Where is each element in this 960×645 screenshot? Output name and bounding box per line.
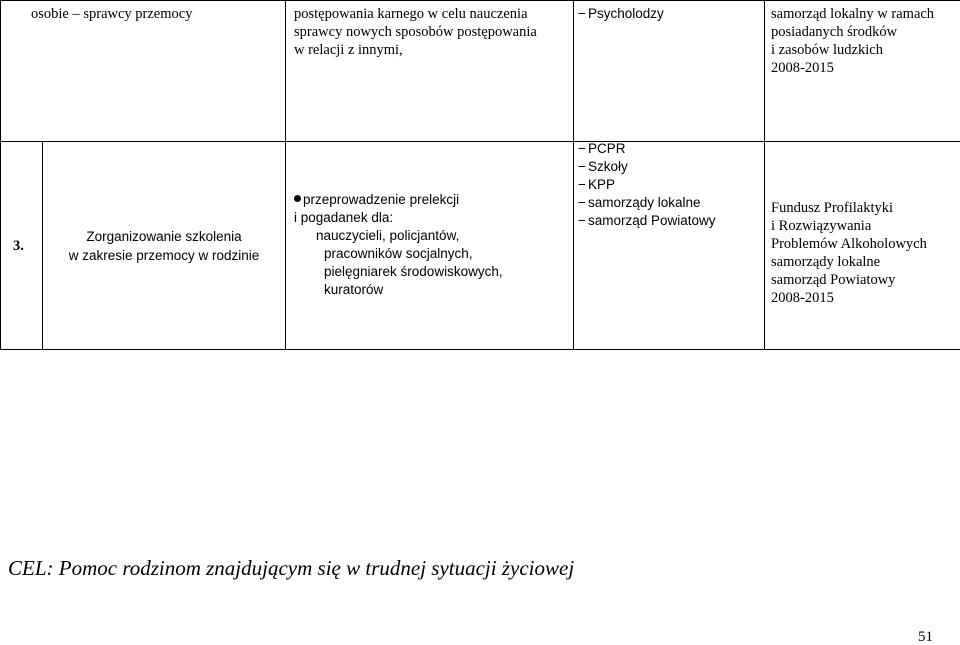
dash-marker-icon: −: [578, 177, 586, 192]
partner-label: Szkoły: [588, 159, 628, 174]
funding-line: 2008-2015: [771, 60, 834, 76]
funding-line: 2008-2015: [771, 289, 834, 306]
funding-line: samorząd lokalny w ramach: [771, 6, 935, 22]
list-item: [578, 212, 758, 230]
funding-cell: [765, 1, 960, 142]
partner-label: samorząd Powiatowy: [588, 213, 716, 228]
activity-line: i pogadanek dla:: [294, 209, 394, 225]
activity-line: postępowania karnego w celu nauczenia: [294, 6, 528, 22]
activity-cell: [286, 1, 574, 142]
goal-title: CEL: Pomoc rodzinom znajdującym się w trudnej sytuacji życiowej: [8, 556, 575, 580]
list-item: [578, 194, 758, 212]
funding-cell: [765, 142, 960, 350]
activity-line: pielęgniarek środowiskowych,: [324, 263, 503, 279]
partner-label: PCPR: [588, 141, 626, 156]
partners-cell: [574, 1, 765, 142]
row-number-cell: [1, 142, 43, 350]
row-number: 3.: [13, 237, 24, 254]
topic-cell: [43, 142, 286, 350]
funding-line: i zasobów ludzkich: [771, 42, 883, 58]
dash-marker-icon: −: [578, 141, 586, 156]
partner-label: samorządy lokalne: [588, 195, 701, 210]
dash-marker-icon: −: [578, 159, 586, 174]
funding-line: posiadanych środków: [771, 24, 898, 40]
activity-line: pracowników socjalnych,: [324, 245, 473, 261]
table-row: [1, 1, 960, 142]
partners-cell: [574, 142, 765, 350]
page-number: 51: [918, 629, 933, 645]
dash-marker-icon: −: [578, 6, 586, 21]
beneficiary-cell: [1, 1, 286, 142]
filled-circle-bullet-icon: [294, 195, 301, 202]
dash-marker-icon: −: [578, 195, 586, 210]
beneficiary-text: osobie – sprawcy przemocy: [31, 6, 193, 22]
table-row: [1, 142, 960, 350]
list-item: [578, 140, 758, 158]
dash-marker-icon: −: [578, 213, 586, 228]
funding-line: samorządy lokalne: [771, 253, 881, 270]
list-item: [578, 158, 758, 176]
funding-line: Problemów Alkoholowych: [771, 235, 927, 252]
activity-line: nauczycieli, policjantów,: [316, 227, 460, 243]
topic-line: w zakresie przemocy w rodzinie: [68, 247, 260, 263]
activity-line: w relacji z innymi,: [294, 42, 403, 58]
funding-line: samorząd Powiatowy: [771, 271, 896, 288]
activity-line: sprawcy nowych sposobów postępowania: [294, 24, 537, 40]
list-item: [578, 176, 758, 194]
activity-cell: [286, 142, 574, 350]
funding-line: Fundusz Profilaktyki: [771, 199, 894, 216]
list-item: [294, 191, 567, 209]
partner-label: Psycholodzy: [588, 6, 664, 21]
partner-label: KPP: [588, 177, 616, 192]
activity-line: przeprowadzenie prelekcji: [303, 191, 460, 207]
funding-line: i Rozwiązywania: [771, 217, 872, 234]
list-item: [578, 5, 758, 23]
activity-line: kuratorów: [324, 281, 384, 297]
topic-line: Zorganizowanie szkolenia: [86, 228, 242, 244]
